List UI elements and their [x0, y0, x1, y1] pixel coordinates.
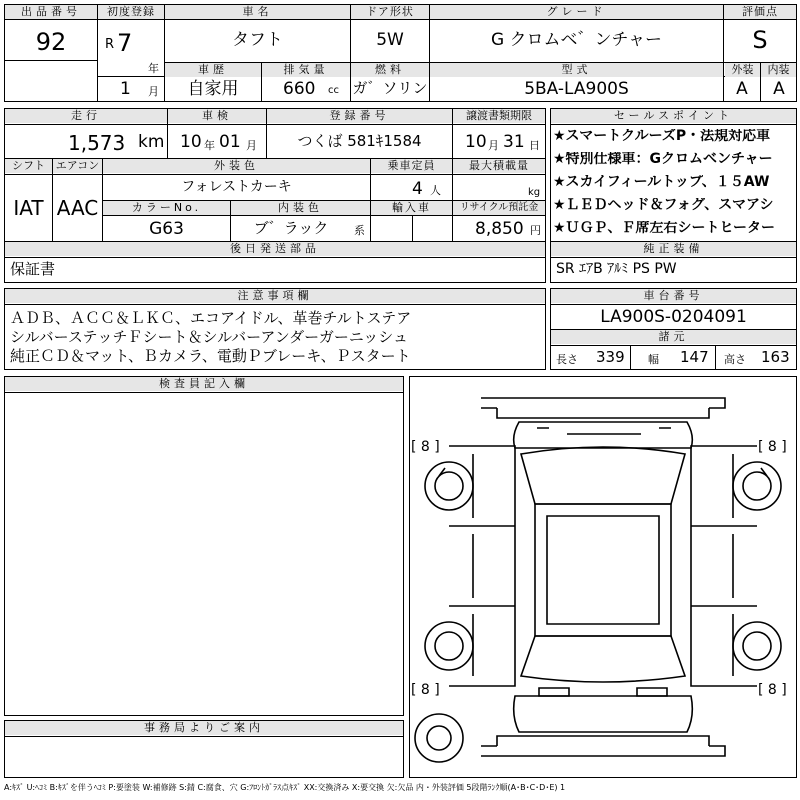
insp-month-unit: 月 — [246, 139, 257, 152]
office-label: 事務局よりご案内 — [5, 721, 403, 735]
legend-footer: A:ｷｽﾞ U:ﾍｺﾐ B:ｷｽﾞを伴うﾍｺﾐ P:要塗装 W:補修跡 S:錆 C:腐食、穴 G:ﾌﾛﾝﾄｶﾞﾗｽ点ｷｽﾞ XX:交換済み X:要交換 欠:欠品 内・外装評価 5段階ﾗﾝｸ順(A･B･C･D･E) 1 — [4, 783, 566, 792]
dims-label: 諸元 — [551, 330, 796, 344]
inspector-block — [4, 376, 404, 716]
transfer-month: 10 — [465, 132, 487, 152]
shift: IAT — [13, 196, 44, 220]
reg-month-unit: 月 — [148, 85, 159, 98]
displacement: 660 — [283, 79, 316, 99]
notes-line: ＡＤＢ、ＡＣＣ＆ＬＫＣ、エコアイドル、革巻チルトステア — [10, 309, 412, 327]
ac-label: エアコン — [53, 159, 102, 173]
fuel: ガ゛ソリン — [352, 79, 428, 97]
color-label: 外装色 — [103, 159, 370, 173]
notes-label: 注意事項欄 — [5, 289, 545, 303]
disp-unit: cc — [328, 85, 339, 96]
transfer-day: 31 — [503, 132, 525, 152]
interior-label: 内装色 — [231, 201, 370, 215]
tire-rear-right: [ 8 ] — [758, 682, 787, 698]
seats-label: 乗車定員 — [371, 159, 452, 173]
sales-point: ★スカイフィールトップ、１５AW — [553, 175, 770, 189]
car-name: タフト — [232, 30, 283, 50]
recycle: 8,850 — [475, 219, 524, 239]
seats: 4 — [412, 179, 423, 199]
era: R — [105, 37, 115, 52]
plate-label: 登録番号 — [267, 109, 452, 123]
fuel-label: 燃料 — [351, 63, 429, 77]
name-label: 車名 — [165, 5, 350, 19]
transfer-day-unit: 日 — [529, 139, 540, 152]
notes-line: シルバーステッチＦシート＆シルバーアンダーガーニッシュ — [10, 328, 408, 346]
insp-year: 10 — [180, 132, 202, 152]
length: 339 — [596, 348, 625, 366]
tire-front-left: [ 8 ] — [411, 439, 440, 455]
transfer-label: 譲渡書類期限 — [453, 109, 545, 123]
equip-label: 純正装備 — [551, 242, 796, 256]
model: 5BA-LA900S — [524, 79, 629, 99]
ext-grade: A — [736, 79, 748, 99]
lot-number: 92 — [35, 28, 67, 56]
load-label: 最大積載量 — [453, 159, 545, 173]
equipment: SR ｴｱB ｱﾙﾐ PS PW — [556, 261, 677, 277]
later-parts: 保証書 — [10, 260, 56, 278]
color-no: G63 — [149, 219, 184, 239]
sales-point: ★ＬＥＤヘッド＆フォグ、スマアシ — [553, 198, 774, 212]
history-label: 車歴 — [165, 63, 261, 77]
transfer-month-unit: 月 — [488, 139, 499, 152]
wid-label: 幅 — [648, 353, 659, 366]
int-grade: A — [773, 79, 785, 99]
reg-month: 1 — [120, 79, 131, 99]
car-diagram — [409, 376, 797, 778]
insp-month: 01 — [219, 132, 241, 152]
reg-year: 7 — [117, 29, 133, 57]
tire-front-right: [ 8 ] — [758, 439, 787, 455]
score-label: 評価点 — [724, 5, 796, 19]
sales-point: ★ＵＧＰ、Ｆ席左右シートヒーター — [553, 221, 775, 235]
disp-label: 排気量 — [262, 63, 350, 77]
interior-unit: 系 — [354, 224, 365, 237]
door-label: ドア形状 — [351, 5, 429, 19]
chassis-number: LA900S-0204091 — [600, 307, 747, 327]
shift-label: シフト — [5, 159, 52, 173]
seats-unit: 人 — [430, 184, 441, 197]
tire-rear-left: [ 8 ] — [411, 682, 440, 698]
int-label: 内装 — [761, 63, 796, 77]
grade: G クロムベ゛ンチャー — [490, 30, 663, 50]
hgt-label: 高さ — [724, 353, 746, 366]
insp-year-unit: 年 — [204, 139, 215, 152]
load-unit: kg — [528, 187, 541, 198]
recycle-unit: 円 — [530, 224, 541, 237]
len-label: 長さ — [556, 353, 578, 366]
later-label: 後日発送部品 — [5, 242, 545, 256]
door-type: 5W — [376, 30, 404, 50]
reg-year-unit: 年 — [148, 62, 159, 75]
first-reg-label: 初度登録 — [98, 5, 164, 19]
width: 147 — [680, 348, 709, 366]
mileage: 1,573 — [68, 131, 126, 155]
inspector-label: 検査員記入欄 — [5, 377, 403, 391]
height: 163 — [761, 348, 790, 366]
color-no-label: カラーNo. — [103, 201, 230, 215]
notes-line: 純正ＣＤ＆マット、Ｂカメラ、電動Ｐブレーキ、Ｐスタート — [10, 347, 411, 365]
color: フォレストカーキ — [181, 179, 292, 195]
sales-point: ★特別仕様車：Gクロムベンチャー — [553, 152, 773, 166]
plate: つくば 581ｷ1584 — [297, 132, 422, 150]
ac: AAC — [56, 196, 99, 220]
inspection-label: 車検 — [168, 109, 266, 123]
score: S — [752, 26, 768, 54]
chassis-label: 車台番号 — [551, 289, 796, 303]
lot-label: 出品番号 — [5, 5, 97, 19]
grade-label: グレード — [430, 5, 723, 19]
model-label: 型式 — [430, 63, 723, 77]
import-label: 輸入車 — [371, 201, 452, 215]
sales-point: ★スマートクルーズP・法規対応車 — [553, 129, 771, 143]
sales-label: セールスポイント — [551, 109, 796, 123]
interior: ブ゛ラック — [253, 219, 329, 237]
mileage-unit: km — [138, 132, 165, 152]
mileage-label: 走行 — [5, 109, 167, 123]
history: 自家用 — [187, 79, 239, 99]
recycle-label: リサイクル預託金 — [453, 201, 545, 215]
ext-label: 外装 — [725, 63, 760, 77]
